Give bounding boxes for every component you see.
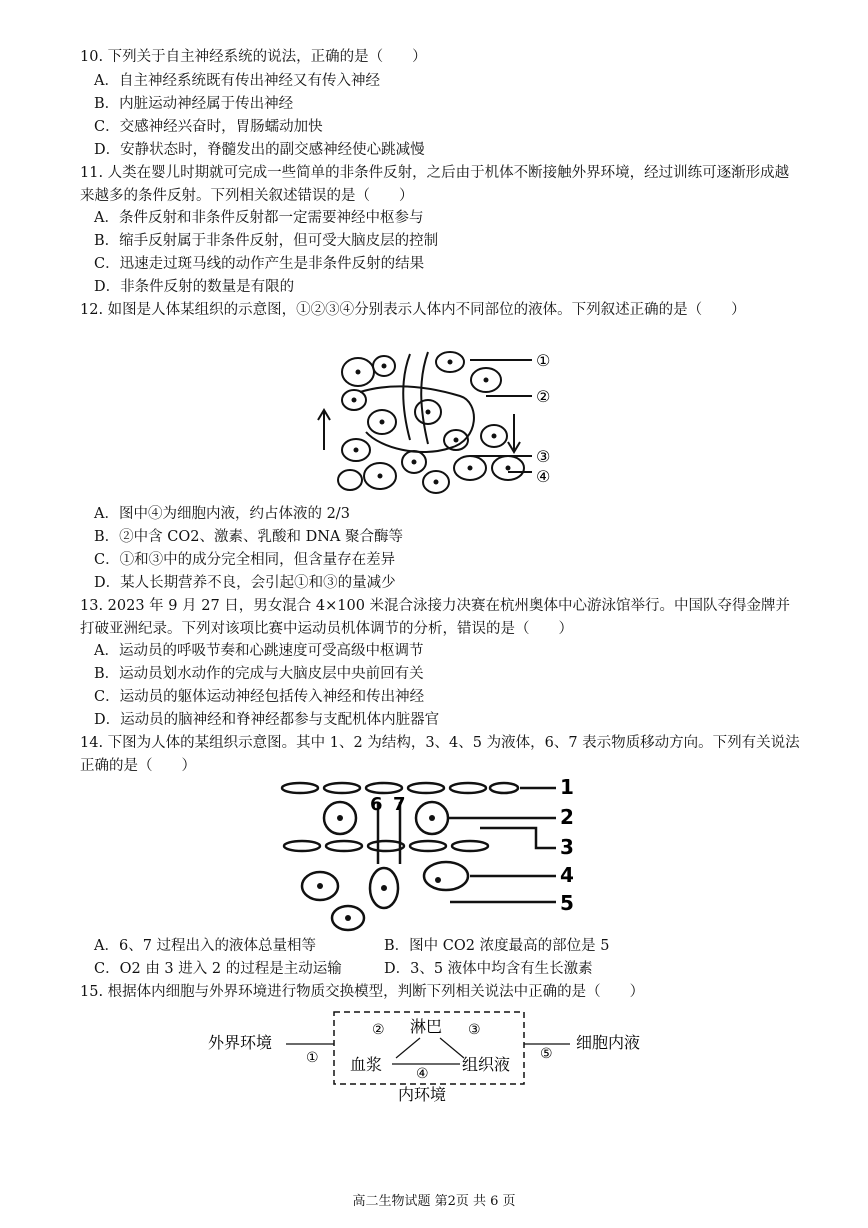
q14-label-2: 2 (560, 805, 574, 829)
q15-internal-environment: 内环境 (398, 1085, 447, 1104)
q10-option-c: C．交感神经兴奋时，胃肠蠕动加快 (94, 119, 323, 135)
q13-stem: 13. 2023 年 9 月 27 日，男女混合 4×100 米混合泳接力决赛在杭州奥体中心游泳馆举行。中国队夺得金牌并打破亚洲纪录。下列对该项比赛中运动员机体调节的分析，错误的是（ ） (80, 598, 791, 637)
q11-stem: 11. 人类在婴儿时期就可完成一些简单的非条件反射，之后由于机体不断接触外界环境，经过训练可逐渐形成越来越多的条件反射。下列相关叙述错误的是（ ） (80, 165, 790, 204)
q15-stem: 15. 根据体内细胞与外界环境进行物质交换模型，判断下列相关说法中正确的是（ ） (80, 984, 645, 1000)
q15-arrow-3: ③ (468, 1022, 481, 1038)
q11-option-d: D．非条件反射的数量是有限的 (94, 279, 295, 295)
q11-option-b: B．缩手反射属于非条件反射，但可受大脑皮层的控制 (94, 233, 439, 249)
q15-outer-environment: 外界环境 (208, 1033, 273, 1052)
q12-label-2: ② (536, 387, 551, 406)
q14-option-b: B．图中 CO2 浓度最高的部位是 5 (384, 938, 610, 954)
q12-option-a: A．图中④为细胞内液，约占体液的 2/3 (94, 506, 350, 522)
q14-option-d: D．3、5 液体中均含有生长激素 (384, 961, 593, 977)
q12-stem: 12. 如图是人体某组织的示意图，①②③④分别表示人体内不同部位的液体。下列叙述正确的是（ ） (80, 302, 746, 318)
q15-tissue-fluid: 组织液 (462, 1055, 511, 1074)
q15-lymph: 淋巴 (410, 1017, 443, 1036)
q10-option-b: B．内脏运动神经属于传出神经 (94, 96, 294, 112)
q15-intracellular-fluid: 细胞内液 (576, 1033, 641, 1052)
q13-option-b: B．运动员划水动作的完成与大脑皮层中央前回有关 (94, 666, 424, 682)
q14-label-6: 6 (370, 794, 383, 815)
q12-option-b: B．②中含 CO2、激素、乳酸和 DNA 聚合酶等 (94, 529, 403, 545)
q11-option-a: A．条件反射和非条件反射都一定需要神经中枢参与 (94, 210, 424, 226)
q14-label-1: 1 (560, 776, 574, 799)
q15-exchange-diagram (200, 1008, 670, 1108)
q14-label-4: 4 (560, 863, 574, 887)
q14-tissue-figure (280, 776, 590, 934)
q10-option-d: D．安静状态时，脊髓发出的副交感神经使心跳减慢 (94, 142, 425, 158)
q13-option-a: A．运动员的呼吸节奏和心跳速度可受高级中枢调节 (94, 643, 424, 659)
q13-option-d: D．运动员的脑神经和脊神经都参与支配机体内脏器官 (94, 712, 440, 728)
q12-label-1: ① (536, 351, 551, 370)
q12-label-3: ③ (536, 447, 551, 466)
q15-arrow-1: ① (306, 1050, 319, 1066)
q12-option-d: D．某人长期营养不良，会引起①和③的量减少 (94, 575, 396, 591)
q15-plasma: 血浆 (350, 1055, 383, 1074)
q14-label-3: 3 (560, 835, 574, 859)
q12-label-4: ④ (536, 467, 551, 486)
page-footer: 高二生物试题 第2页 共 6 页 (352, 1194, 516, 1209)
q12-tissue-figure (310, 340, 570, 500)
q13-option-c: C．运动员的躯体运动神经包括传入神经和传出神经 (94, 689, 425, 705)
q14-option-a: A．6、7 过程出入的液体总量相等 (94, 938, 317, 954)
q15-arrow-2: ② (372, 1022, 385, 1038)
q14-option-c: C．O2 由 3 进入 2 的过程是主动运输 (94, 961, 342, 977)
q11-option-c: C．迅速走过斑马线的动作产生是非条件反射的结果 (94, 256, 425, 272)
q10-stem: 10. 下列关于自主神经系统的说法，正确的是（ ） (80, 49, 427, 65)
q14-label-5: 5 (560, 891, 574, 915)
q14-label-7: 7 (393, 794, 406, 815)
q14-stem: 14. 下图为人体的某组织示意图。其中 1、2 为结构，3、4、5 为液体，6、7 表示物质移动方向。下列有关说法正确的是（ ） (80, 735, 800, 774)
q10-option-a: A．自主神经系统既有传出神经又有传入神经 (94, 73, 380, 89)
q15-arrow-5: ⑤ (540, 1046, 553, 1062)
q15-arrow-4: ④ (416, 1066, 429, 1082)
q12-option-c: C．①和③中的成分完全相同，但含量存在差异 (94, 552, 396, 568)
